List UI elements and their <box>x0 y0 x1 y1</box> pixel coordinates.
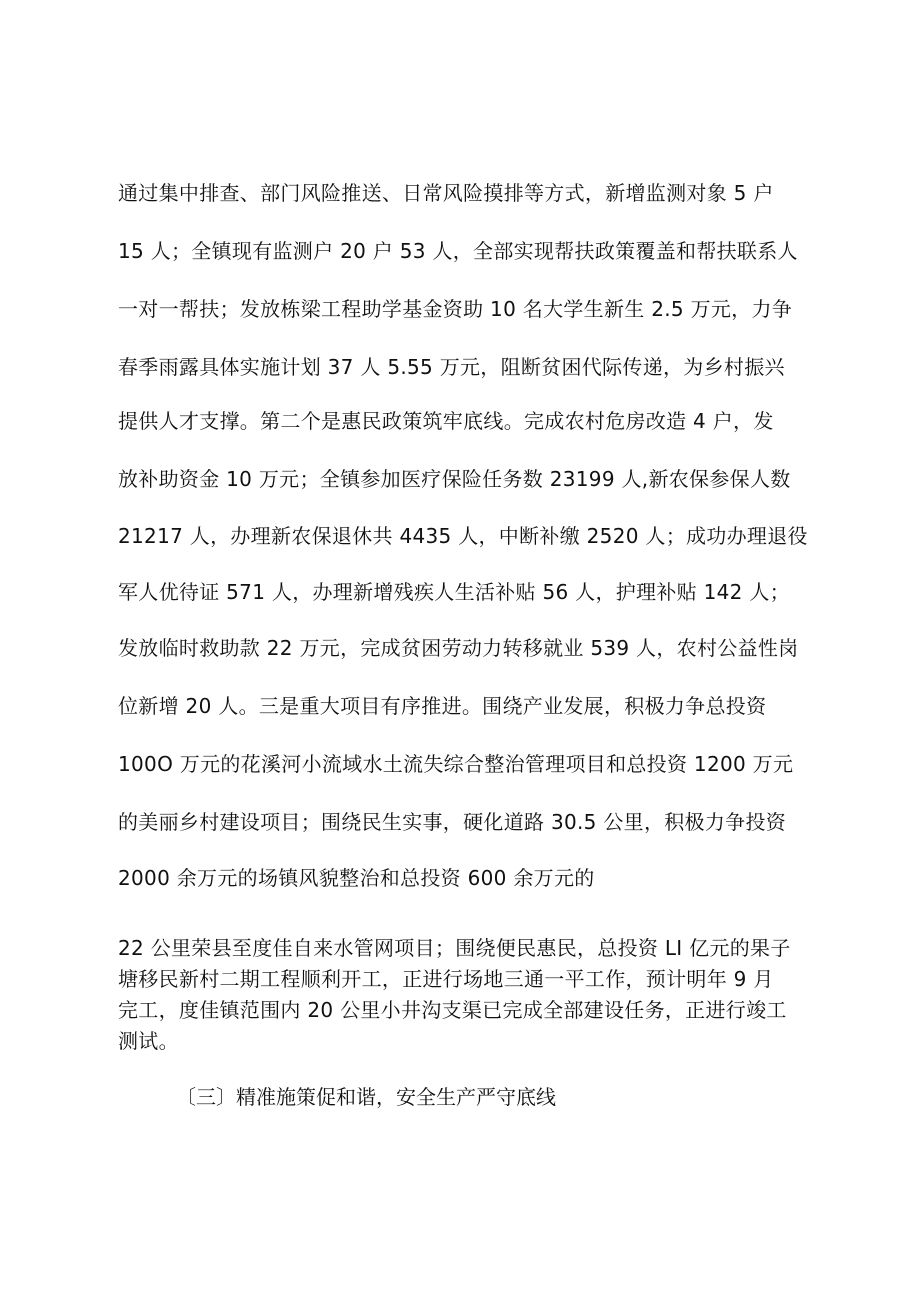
paragraph-2-line-1: 22 公里荣县至度佳自来水管网项目；围绕便民惠民，总投资 LI 亿元的果子 <box>118 936 791 960</box>
paragraph-1-line-2: 15 人；全镇现有监测户 20 户 53 人，全部实现帮扶政策覆盖和帮扶联系人 <box>118 239 798 263</box>
paragraph-1-line-11: 100O 万元的花溪河小流域水土流失综合整治管理项目和总投资 1200 万元 <box>118 752 794 776</box>
paragraph-2-line-3: 完工，度佳镇范围内 20 公里小井沟支渠已完成全部建设任务，正进行竣工 <box>118 998 787 1022</box>
paragraph-1-line-7: 21217 人，办理新农保退休共 4435 人，中断补缴 2520 人；成功办理退役 <box>118 524 808 548</box>
paragraph-1-line-8: 军人优待证 571 人，办理新增残疾人生活补贴 56 人，护理补贴 142 人； <box>118 580 790 604</box>
paragraph-1-line-6: 放补助资金 10 万元；全镇参加医疗保险任务数 23199 人,新农保参保人数 <box>118 467 791 491</box>
paragraph-1-line-12: 的美丽乡村建设项目；围绕民生实事，硬化道路 30.5 公里，积极力争投资 <box>118 810 787 834</box>
section-heading: 〔三〕精准施策促和谐，安全生产严守底线 <box>176 1085 556 1109</box>
paragraph-1-line-5: 提供人才支撑。第二个是惠民政策筑牢底线。完成农村危房改造 4 户，发 <box>118 409 774 433</box>
paragraph-1-line-1: 通过集中排查、部门风险推送、日常风险摸排等方式，新增监测对象 5 户 <box>118 181 774 205</box>
paragraph-1-line-3: 一对一帮扶；发放栋梁工程助学基金资助 10 名大学生新生 2.5 万元，力争 <box>118 297 793 321</box>
paragraph-2-line-4: 测试。 <box>118 1029 179 1053</box>
paragraph-1-line-4: 春季雨露具体实施计划 37 人 5.55 万元，阻断贫困代际传递，为乡村振兴 <box>118 355 785 379</box>
paragraph-1-line-10: 位新增 20 人。三是重大项目有序推进。围绕产业发展，积极力争总投资 <box>118 694 767 718</box>
paragraph-2-line-2: 塘移民新村二期工程顺利开工，正进行场地三通一平工作，预计明年 9 月 <box>118 967 774 991</box>
paragraph-1-line-13: 2000 余万元的场镇风貌整治和总投资 600 余万元的 <box>118 866 595 890</box>
paragraph-1-line-9: 发放临时救助款 22 万元，完成贫困劳动力转移就业 539 人，农村公益性岗 <box>118 636 799 660</box>
